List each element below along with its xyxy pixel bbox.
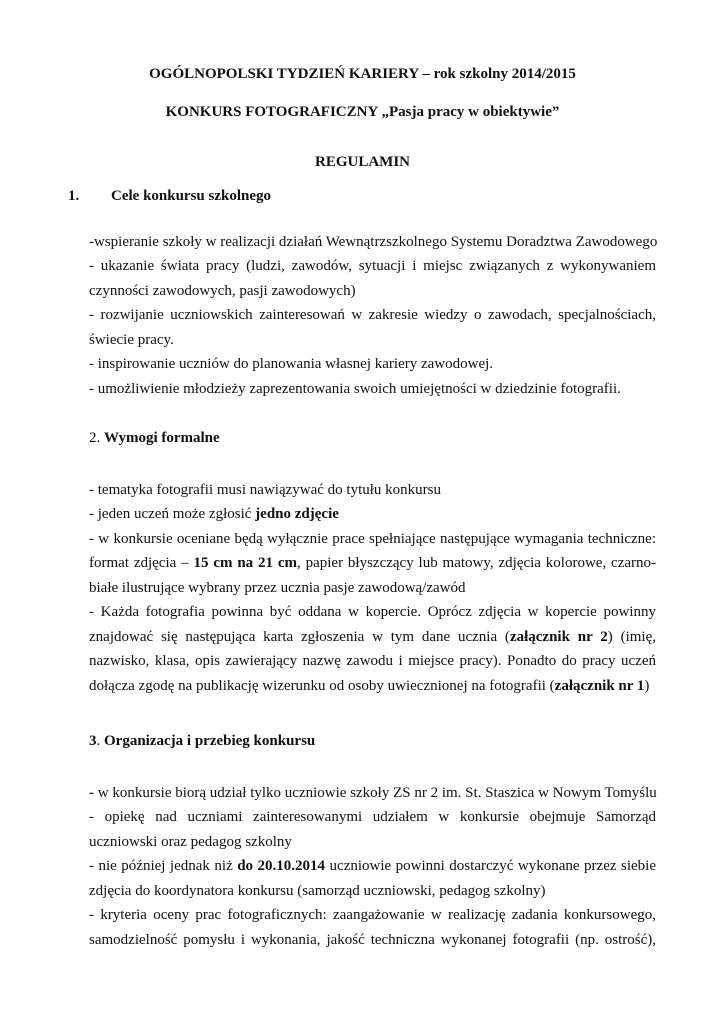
section2-line: - w konkursie oceniane będą wyłącznie prace spełniające następujące wymagania techniczne: — [89, 531, 656, 547]
section2-line: znajdować się następująca karta zgłoszenia w tym dane ucznia (załącznik nr 2) (imię, — [89, 629, 656, 645]
section1-line: -wspieranie szkoły w realizacji działań Wewnątrzszkolnego Systemu Doradztwa Zawodowego — [89, 234, 658, 250]
section2-line: - Każda fotografia powinna być oddana w kopercie. Oprócz zdjęcia w kopercie powinny — [89, 604, 656, 620]
section2-line: - tematyka fotografii musi nawiązywać do tytułu konkursu — [89, 482, 441, 498]
section3-line: - nie później jednak niż do 20.10.2014 uczniowie powinni dostarczyć wykonane przez siebie — [89, 858, 656, 874]
section1-line: - inspirowanie uczniów do planowania własnej kariery zawodowej. — [89, 356, 494, 372]
section1-line: - rozwijanie uczniowskich zainteresowań w zakresie wiedzy o zawodach, specjalnościach, — [89, 307, 656, 323]
section2-line: - jeden uczeń może zgłosić jedno zdjęcie — [89, 506, 339, 522]
section2-line: białe ilustrujące wybrany przez ucznia pasje zawodową/zawód — [89, 580, 466, 596]
section2-heading — [89, 428, 656, 448]
document-title: OGÓLNOPOLSKI TYDZIEŃ KARIERY – rok szkolny 2014/2015 — [149, 66, 576, 82]
section3-line: zdjęcia do koordynatora konkursu (samorząd uczniowski, pedagog szkolny) — [89, 883, 546, 899]
section3-heading: 3. Organizacja i przebieg konkursu — [89, 733, 316, 749]
section1-number: 1. — [68, 188, 80, 204]
section3-line: - kryteria oceny prac fotograficznych: zaangażowanie w realizację zadania konkursowego, — [89, 907, 656, 923]
section2-line: dołącza zgodę na publikację wizerunku od osoby uwiecznionej na fotografii (załącznik nr 1) — [89, 678, 650, 694]
section1-line: - umożliwienie młodzieży zaprezentowania swoich umiejętności w dziedzinie fotografii. — [89, 381, 621, 397]
section1-line: świecie pracy. — [89, 332, 174, 348]
section2-line: format zdjęcia – 15 cm na 21 cm, papier błyszczący lub matowy, zdjęcia kolorowe, czarno- — [89, 555, 656, 571]
regulamin-heading: REGULAMIN — [314, 154, 410, 170]
section3-line: - opiekę nad uczniami zainteresowanymi udziałem w konkursie obejmuje Samorząd — [89, 809, 656, 825]
section1-title: Cele konkursu szkolnego — [111, 188, 272, 204]
contest-title: KONKURS FOTOGRAFICZNY „Pasja pracy w obiektywie” — [165, 104, 560, 120]
section3-title: Organizacja i przebieg konkursu — [104, 733, 316, 749]
section2-title: Wymogi formalne — [104, 430, 220, 446]
section2-number: 2. — [89, 430, 101, 446]
section2-line: nazwisko, klasa, opis zawierający nazwę zawodu i miejsce pracy). Ponadto do pracy uczeń — [89, 653, 656, 669]
section3-number: 3 — [89, 733, 97, 749]
section1-line: czynności zawodowych, pasji zawodowych) — [89, 283, 356, 299]
section1-line: - ukazanie świata pracy (ludzi, zawodów, sytuacji i miejsc związanych z wykonywaniem — [89, 258, 656, 274]
section3-line: uczniowski oraz pedagog szkolny — [89, 834, 292, 850]
section3-line: samodzielność pomysłu i wykonania, jakość techniczna wykonanej fotografii (np. ostrość), — [89, 932, 656, 948]
section3-line: - w konkursie biorą udział tylko uczniowie szkoły ZS nr 2 im. St. Staszica w Nowym Tomyślu — [89, 785, 657, 801]
